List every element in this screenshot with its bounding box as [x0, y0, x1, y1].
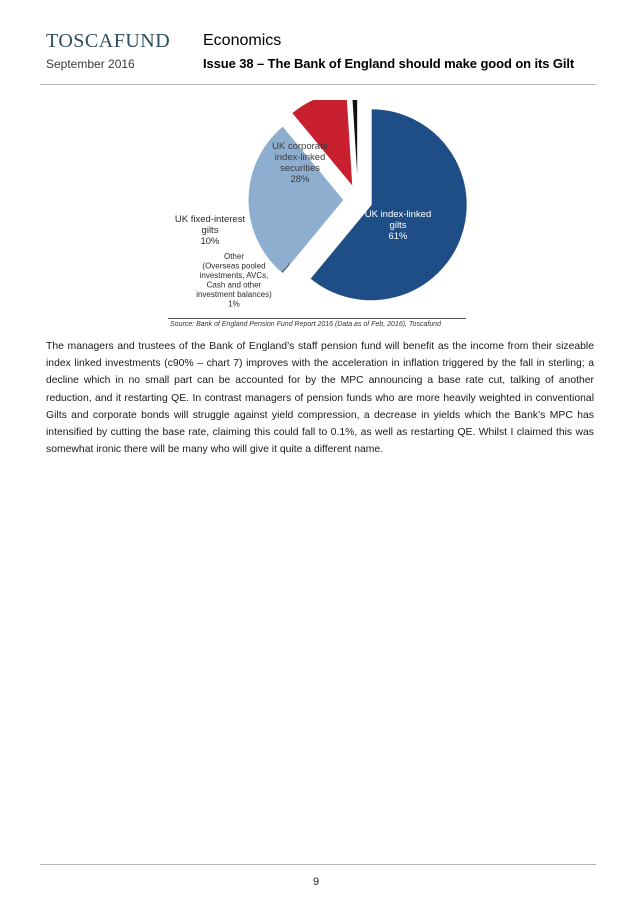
header-divider [40, 84, 596, 85]
report-date: September 2016 [46, 57, 135, 71]
brand-logo: TOSCAFUND [46, 30, 171, 52]
label-uk-fixed-interest-gilts: gilts [201, 225, 219, 236]
label-uk-corporate-index-linked: index-linked [274, 152, 326, 163]
page-number: 9 [313, 876, 320, 888]
section-title: Economics [203, 32, 282, 49]
body-paragraph: The managers and trustees of the Bank of England’s staff pension fund will benefit as the income from their sizeable index linked investments (c90% – chart 7) improves with the acceleration in inflation triggered by the fall in sterling; a decline which in no small part can be accounted for by the MPC announcing a base rate cut, talking of another reduction, and it restarting QE. In contrast managers of pension funds who are more heavily weighted in conventional Gilts and corporate bonds will struggle against yield compression, a decrease in yields which the Bank’s MPC has intensified by cutting the base rate, claiming this could fall to 0.1%, as well as restarting QE. Whilst I claimed this was somewhat ironic there will be many who will give it quite a different name. [46, 341, 594, 456]
label-other: Other [223, 252, 245, 261]
issue-title: Issue 38 – The Bank of England should make good on its Gilt [203, 56, 575, 71]
label-uk-fixed-interest-gilts: 10% [200, 236, 220, 247]
label-other: investments, AVCs, [199, 271, 269, 280]
label-uk-corporate-index-linked: 28% [290, 174, 310, 185]
label-other: (Overseas pooled [202, 261, 266, 271]
chart-source: Source: Bank of England Pension Fund Report 2016 (Data as of Feb, 2016), Toscafund [170, 321, 441, 328]
label-other: 1% [228, 299, 240, 309]
label-uk-index-linked-gilts: UK index-linked [364, 209, 432, 220]
source-divider [168, 318, 466, 319]
label-other: Cash and other [206, 280, 262, 290]
label-uk-corporate-index-linked: UK corporate [272, 141, 328, 152]
label-uk-index-linked-gilts: gilts [389, 220, 407, 231]
label-uk-index-linked-gilts: 61% [388, 231, 408, 242]
pie-chart [150, 100, 480, 315]
label-uk-fixed-interest-gilts: UK fixed-interest [174, 214, 246, 225]
label-uk-corporate-index-linked: securities [279, 163, 321, 174]
label-other: investment balances) [196, 290, 272, 299]
footer-divider [40, 864, 596, 865]
